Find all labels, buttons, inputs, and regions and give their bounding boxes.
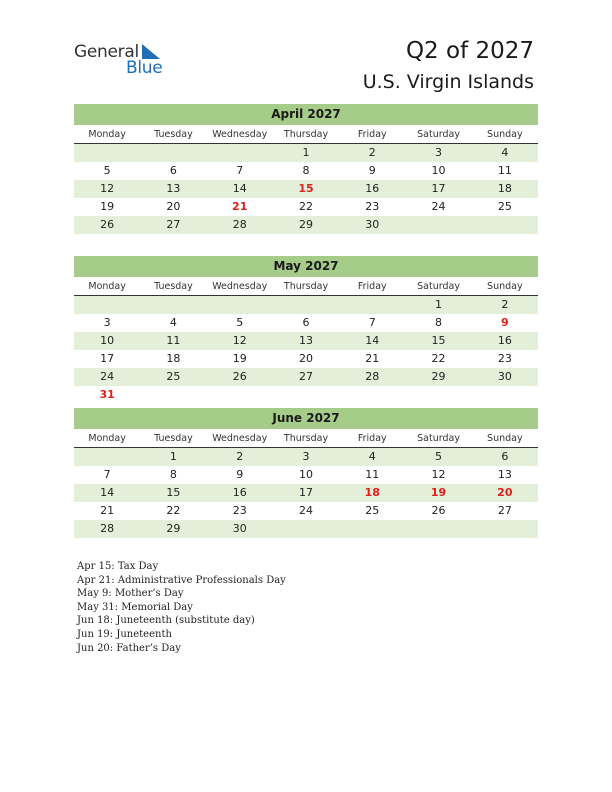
day-cell: 10	[100, 334, 115, 347]
day-cell: 11	[365, 468, 380, 481]
month-may	[74, 256, 538, 404]
day-cell: 17	[100, 352, 115, 365]
holiday-note: Jun 18: Juneteenth (substitute day)	[77, 615, 255, 627]
day-cell: 2	[501, 298, 509, 311]
month-april	[74, 104, 538, 234]
day-cell: 29	[431, 370, 446, 383]
day-cell: 16	[232, 486, 247, 499]
weekday-label: Saturday	[417, 281, 460, 292]
day-cell: 8	[302, 164, 310, 177]
day-cell: 13	[298, 334, 313, 347]
month-header: April 2027	[74, 104, 538, 125]
weekday-label: Sunday	[487, 129, 523, 140]
day-cell: 28	[365, 370, 380, 383]
day-cell: 25	[497, 200, 512, 213]
day-cell: 27	[166, 218, 181, 231]
holiday-day-cell: 19	[430, 486, 447, 499]
day-cell: 10	[431, 164, 446, 177]
holiday-day-cell: 21	[232, 200, 248, 213]
weekday-label: Monday	[88, 129, 126, 140]
weekday-label: Tuesday	[154, 281, 193, 292]
week-row	[74, 502, 538, 520]
week-row	[74, 386, 538, 404]
week-row	[74, 368, 538, 386]
week-row	[74, 198, 538, 216]
day-cell	[140, 144, 206, 162]
week-row	[74, 180, 538, 198]
holiday-day-cell: 9	[501, 316, 509, 329]
week-row	[74, 484, 538, 502]
day-cell: 24	[298, 504, 313, 517]
day-cell: 11	[497, 164, 512, 177]
day-cell: 21	[100, 504, 115, 517]
day-cell: 30	[232, 522, 247, 535]
day-cell: 29	[298, 218, 313, 231]
day-cell: 7	[103, 468, 111, 481]
weekday-label: Monday	[88, 433, 126, 444]
weekday-label: Thursday	[283, 129, 329, 140]
week-row	[74, 144, 538, 162]
day-cell: 4	[169, 316, 177, 329]
day-cell: 27	[497, 504, 512, 517]
weekday-header-row	[74, 125, 538, 144]
day-cell	[273, 296, 339, 314]
day-cell: 9	[236, 468, 244, 481]
day-cell	[405, 216, 471, 234]
day-cell: 17	[298, 486, 313, 499]
holiday-day-cell: 20	[497, 486, 513, 499]
day-cell	[339, 520, 405, 538]
day-cell: 4	[501, 146, 509, 159]
holiday-notes	[77, 560, 286, 655]
holiday-day-cell: 18	[364, 486, 380, 499]
weekday-label: Monday	[88, 281, 126, 292]
week-row	[74, 162, 538, 180]
weekday-label: Wednesday	[212, 281, 268, 292]
day-cell: 6	[169, 164, 177, 177]
day-cell: 15	[431, 334, 446, 347]
day-cell: 18	[497, 182, 512, 195]
day-cell: 25	[166, 370, 181, 383]
day-cell: 2	[236, 450, 244, 463]
day-cell	[405, 386, 471, 404]
weekday-label: Sunday	[487, 433, 523, 444]
day-cell: 21	[365, 352, 380, 365]
day-cell: 23	[232, 504, 247, 517]
day-cell	[207, 386, 273, 404]
holiday-day-cell: 31	[99, 388, 115, 401]
day-cell: 3	[302, 450, 310, 463]
holiday-note: Apr 21: Administrative Professionals Day	[77, 574, 286, 586]
day-cell: 19	[232, 352, 247, 365]
weekday-header-row	[74, 277, 538, 296]
day-cell	[472, 520, 538, 538]
day-cell: 25	[365, 504, 380, 517]
day-cell: 7	[368, 316, 376, 329]
weekday-label: Saturday	[417, 433, 460, 444]
day-cell: 1	[302, 146, 310, 159]
holiday-note: Jun 20: Father’s Day	[77, 642, 181, 654]
day-cell: 5	[236, 316, 244, 329]
day-cell: 20	[166, 200, 181, 213]
logo-blue-text: Blue	[126, 58, 163, 78]
day-cell: 26	[431, 504, 446, 517]
day-cell	[472, 386, 538, 404]
holiday-note: May 31: Memorial Day	[77, 601, 193, 613]
day-cell: 22	[298, 200, 313, 213]
week-row	[74, 216, 538, 234]
day-cell	[74, 448, 140, 466]
month-header: June 2027	[74, 408, 538, 429]
logo-general-text: General	[74, 42, 139, 62]
day-cell: 6	[501, 450, 509, 463]
week-row	[74, 314, 538, 332]
week-row	[74, 332, 538, 350]
day-cell: 2	[368, 146, 376, 159]
day-cell: 8	[435, 316, 443, 329]
day-cell	[207, 296, 273, 314]
day-cell: 13	[497, 468, 512, 481]
day-cell: 22	[166, 504, 181, 517]
weekday-label: Thursday	[283, 281, 329, 292]
day-cell	[339, 296, 405, 314]
day-cell	[405, 520, 471, 538]
day-cell: 30	[365, 218, 380, 231]
week-row	[74, 350, 538, 368]
day-cell: 14	[365, 334, 380, 347]
day-cell: 1	[435, 298, 443, 311]
day-cell	[74, 144, 140, 162]
page-subtitle: U.S. Virgin Islands	[362, 71, 534, 93]
day-cell: 13	[166, 182, 181, 195]
page-title: Q2 of 2027	[405, 38, 534, 64]
weekday-label: Tuesday	[154, 433, 193, 444]
day-cell: 23	[497, 352, 512, 365]
day-cell	[140, 296, 206, 314]
month-june	[74, 408, 538, 538]
day-cell: 20	[298, 352, 313, 365]
day-cell: 19	[100, 200, 115, 213]
day-cell: 14	[100, 486, 115, 499]
day-cell	[339, 386, 405, 404]
day-cell: 12	[100, 182, 115, 195]
day-cell: 3	[103, 316, 111, 329]
day-cell: 1	[169, 450, 177, 463]
day-cell: 29	[166, 522, 181, 535]
day-cell: 26	[100, 218, 115, 231]
weekday-header-row	[74, 429, 538, 448]
weekday-label: Thursday	[283, 433, 329, 444]
day-cell: 10	[298, 468, 313, 481]
day-cell: 7	[236, 164, 244, 177]
day-cell: 15	[166, 486, 181, 499]
weekday-label: Friday	[357, 433, 387, 444]
day-cell	[74, 296, 140, 314]
weekday-label: Saturday	[417, 129, 460, 140]
day-cell: 11	[166, 334, 181, 347]
day-cell: 28	[232, 218, 247, 231]
week-row	[74, 520, 538, 538]
day-cell: 12	[431, 468, 446, 481]
day-cell: 16	[497, 334, 512, 347]
month-header: May 2027	[74, 256, 538, 277]
day-cell: 9	[368, 164, 376, 177]
day-cell: 30	[497, 370, 512, 383]
week-row	[74, 448, 538, 466]
day-cell	[472, 216, 538, 234]
week-row	[74, 296, 538, 314]
holiday-note: Jun 19: Juneteenth	[77, 628, 172, 640]
day-cell: 24	[431, 200, 446, 213]
day-cell: 24	[100, 370, 115, 383]
weekday-label: Tuesday	[154, 129, 193, 140]
day-cell: 4	[368, 450, 376, 463]
day-cell: 3	[435, 146, 443, 159]
day-cell: 14	[232, 182, 247, 195]
day-cell	[207, 144, 273, 162]
holiday-note: May 9: Mother’s Day	[77, 588, 184, 600]
day-cell: 22	[431, 352, 446, 365]
day-cell: 18	[166, 352, 181, 365]
holiday-day-cell: 15	[298, 182, 314, 195]
logo	[74, 42, 174, 78]
week-row	[74, 466, 538, 484]
day-cell: 12	[232, 334, 247, 347]
day-cell: 5	[435, 450, 443, 463]
day-cell: 27	[298, 370, 313, 383]
weekday-label: Friday	[357, 129, 387, 140]
day-cell: 23	[365, 200, 380, 213]
day-cell: 5	[103, 164, 111, 177]
day-cell: 6	[302, 316, 310, 329]
weekday-label: Wednesday	[212, 129, 268, 140]
day-cell	[140, 386, 206, 404]
day-cell: 28	[100, 522, 115, 535]
weekday-label: Sunday	[487, 281, 523, 292]
day-cell: 8	[169, 468, 177, 481]
day-cell	[273, 386, 339, 404]
weekday-label: Wednesday	[212, 433, 268, 444]
day-cell: 17	[431, 182, 446, 195]
weekday-label: Friday	[357, 281, 387, 292]
day-cell: 26	[232, 370, 247, 383]
day-cell	[273, 520, 339, 538]
day-cell: 16	[365, 182, 380, 195]
holiday-note: Apr 15: Tax Day	[77, 561, 159, 572]
